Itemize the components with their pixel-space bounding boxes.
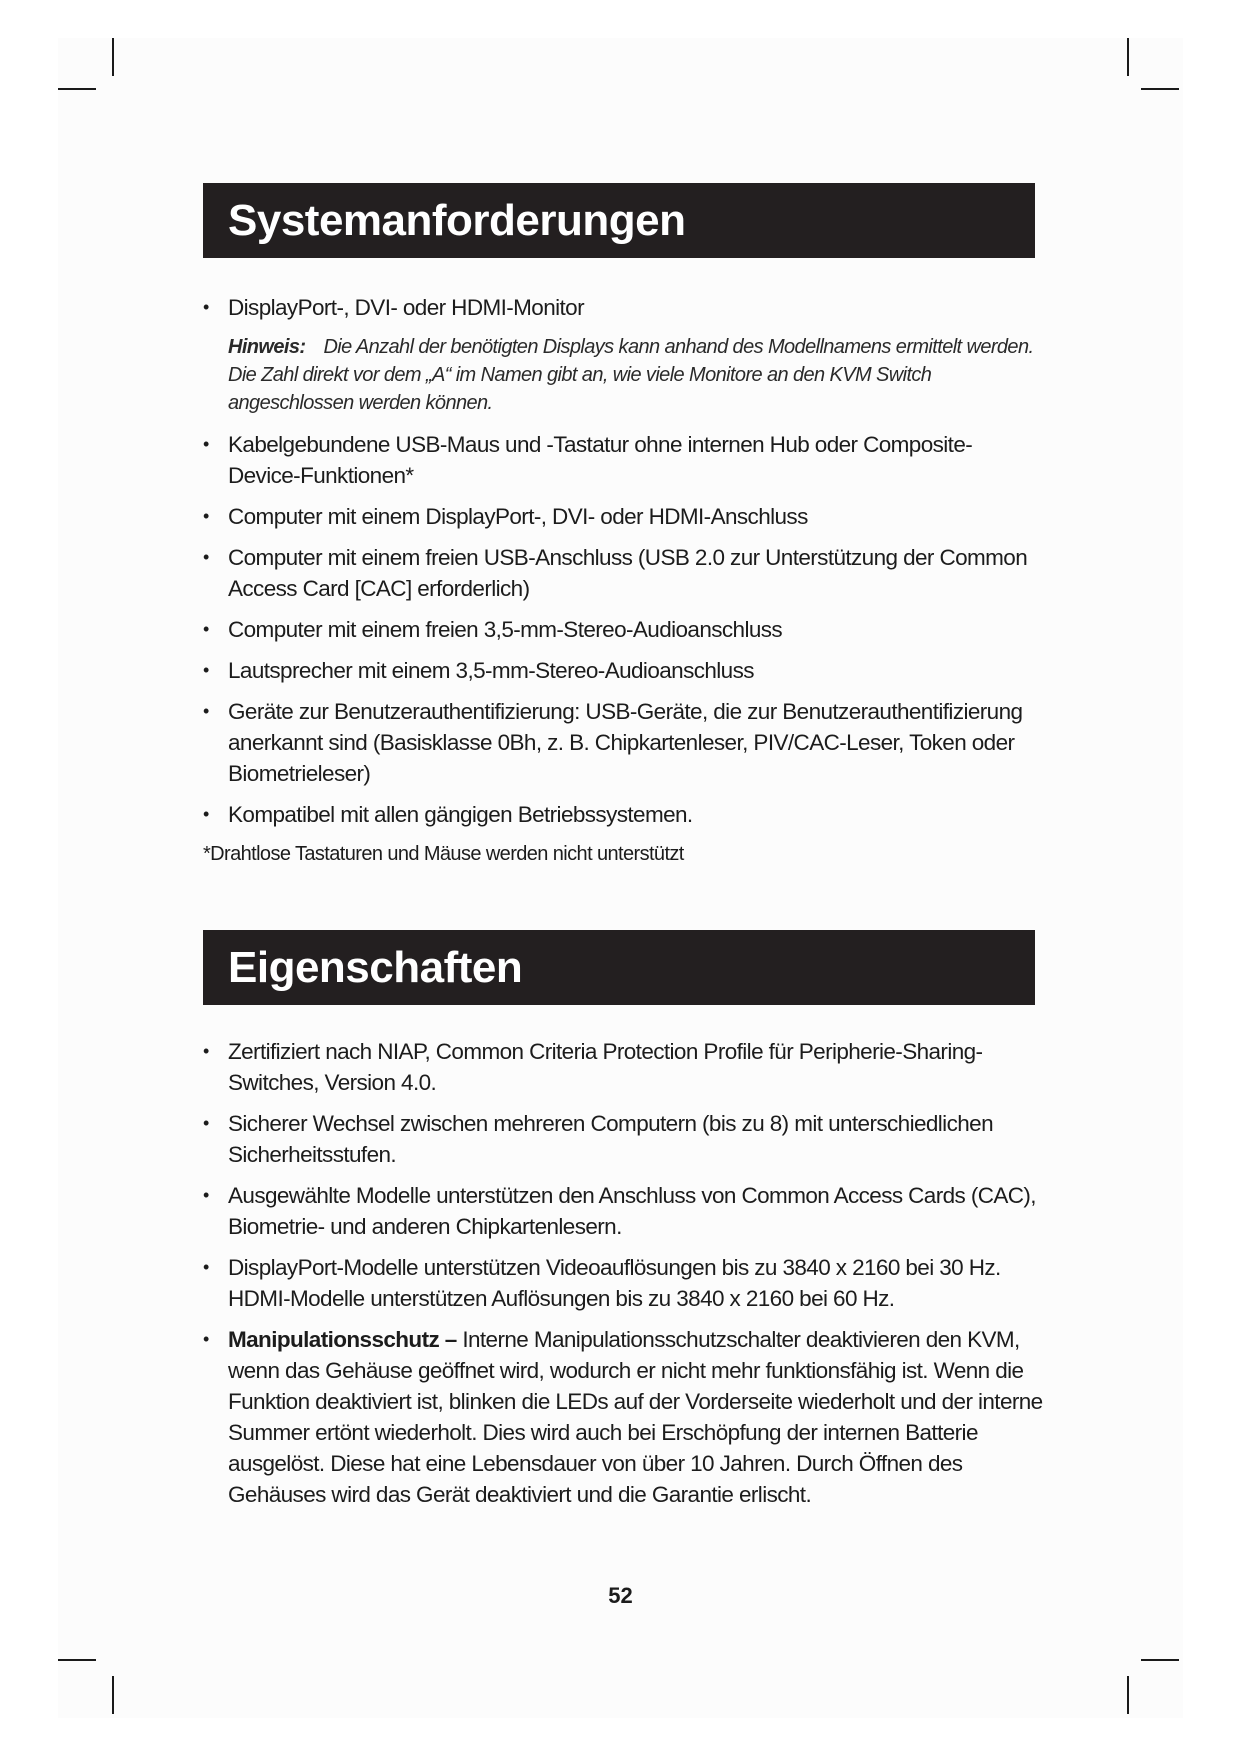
list-item-tamper-protection [203, 1324, 1043, 1510]
bullet: • [203, 1257, 209, 1277]
features-header [203, 930, 1035, 1005]
bullet: • [203, 660, 209, 680]
bullet: • [203, 804, 209, 824]
list-item-text: DisplayPort-Modelle unterstützen Videoauflösungen bis zu 3840 x 2160 bei 30 Hz. HDMI-Modelle unterstützen Auflösungen bis zu 3840 x 2160 bei 60 Hz. [228, 1255, 1001, 1311]
list-item-text: Zertifiziert nach NIAP, Common Criteria Protection Profile für Peripherie-Sharing-Switches, Version 4.0. [228, 1039, 983, 1095]
list-item [203, 1108, 1043, 1170]
bullet: • [203, 701, 209, 721]
list-item-text: Sicherer Wechsel zwischen mehreren Computern (bis zu 8) mit unterschiedlichen Sicherheitsstufen. [228, 1111, 993, 1167]
crop-mark-top-right-vertical [1127, 38, 1129, 76]
tamper-text: Interne Manipulationsschutzschalter deaktivieren den KVM, wenn das Gehäuse geöffnet wird, wodurch er nicht mehr funktionsfähig ist. Wenn die Funktion deaktiviert ist, blinken die LEDs auf der Vorderseite wiederholt und der interne Summer ertönt wiederholt. Dies wird auch bei Erschöpfung der internen Batterie ausgelöst. Diese hat eine Lebensdauer von über 10 Jahren. Durch Öffnen des Gehäuses wird das Gerät deaktiviert und die Garantie erlischt. [228, 1327, 1043, 1507]
bullet: • [203, 1041, 209, 1061]
features-title: Eigenschaften [228, 942, 523, 992]
bullet: • [203, 506, 209, 526]
list-item [203, 1252, 1043, 1314]
list-item [203, 1180, 1043, 1242]
note-label: Hinweis: [228, 336, 306, 358]
crop-mark-top-left-vertical [112, 38, 114, 76]
crop-mark-bottom-right-horizontal [1141, 1659, 1179, 1661]
list-item-text: Ausgewählte Modelle unterstützen den Anschluss von Common Access Cards (CAC), Biometrie- und anderen Chipkartenlesern. [228, 1183, 1036, 1239]
system-requirements-title: Systemanforderungen [228, 195, 686, 245]
footnote: *Drahtlose Tastaturen und Mäuse werden nicht unterstützt [203, 843, 684, 865]
tamper-label: Manipulationsschutz – [228, 1327, 457, 1352]
list-item [203, 655, 1043, 686]
list-item-text: Lautsprecher mit einem 3,5-mm-Stereo-Audioanschluss [228, 658, 754, 683]
list-item-text: Computer mit einem freien USB-Anschluss (USB 2.0 zur Unterstützung der Common Access Card [CAC] erforderlich) [228, 545, 1028, 601]
list-item [203, 292, 1043, 323]
note-text: Die Anzahl der benötigten Displays kann anhand des Modellnamens ermittelt werden. Die Zahl direkt vor dem „A“ im Namen gibt an, wie viele Monitore an den KVM Switch angeschlossen werden können. [228, 336, 1034, 414]
list-item [203, 429, 1043, 491]
bullet: • [203, 1329, 209, 1349]
crop-mark-bottom-left-horizontal [58, 1659, 96, 1661]
list-item-text: Geräte zur Benutzerauthentifizierung: USB-Geräte, die zur Benutzerauthentifizierung anerkannt sind (Basisklasse 0Bh, z. B. Chipkartenleser, PIV/CAC-Leser, Token oder Biometrieleser) [228, 699, 1023, 786]
list-item [203, 799, 1043, 830]
crop-mark-top-right-horizontal [1141, 88, 1179, 90]
list-item [203, 614, 1043, 645]
bullet: • [203, 434, 209, 454]
list-item [203, 1036, 1043, 1098]
list-item-text: DisplayPort-, DVI- oder HDMI-Monitor [228, 295, 584, 320]
crop-mark-bottom-right-vertical [1127, 1676, 1129, 1714]
list-item [203, 501, 1043, 532]
system-requirements-list [203, 292, 1043, 868]
bullet: • [203, 619, 209, 639]
bullet: • [203, 297, 209, 317]
crop-mark-top-left-horizontal [58, 88, 96, 90]
page-number: 52 [608, 1583, 633, 1608]
bullet: • [203, 1113, 209, 1133]
features-list [203, 1036, 1043, 1520]
system-requirements-header [203, 183, 1035, 258]
list-item-text: Kompatibel mit allen gängigen Betriebssystemen. [228, 802, 693, 827]
list-item [203, 542, 1043, 604]
note [203, 333, 1043, 417]
bullet: • [203, 1185, 209, 1205]
bullet: • [203, 547, 209, 567]
list-item-text: Computer mit einem DisplayPort-, DVI- oder HDMI-Anschluss [228, 504, 808, 529]
crop-mark-bottom-left-vertical [112, 1676, 114, 1714]
list-item-text: Kabelgebundene USB-Maus und -Tastatur ohne internen Hub oder Composite-Device-Funktionen* [228, 432, 973, 488]
list-item-text: Computer mit einem freien 3,5-mm-Stereo-Audioanschluss [228, 617, 783, 642]
list-item [203, 696, 1043, 789]
